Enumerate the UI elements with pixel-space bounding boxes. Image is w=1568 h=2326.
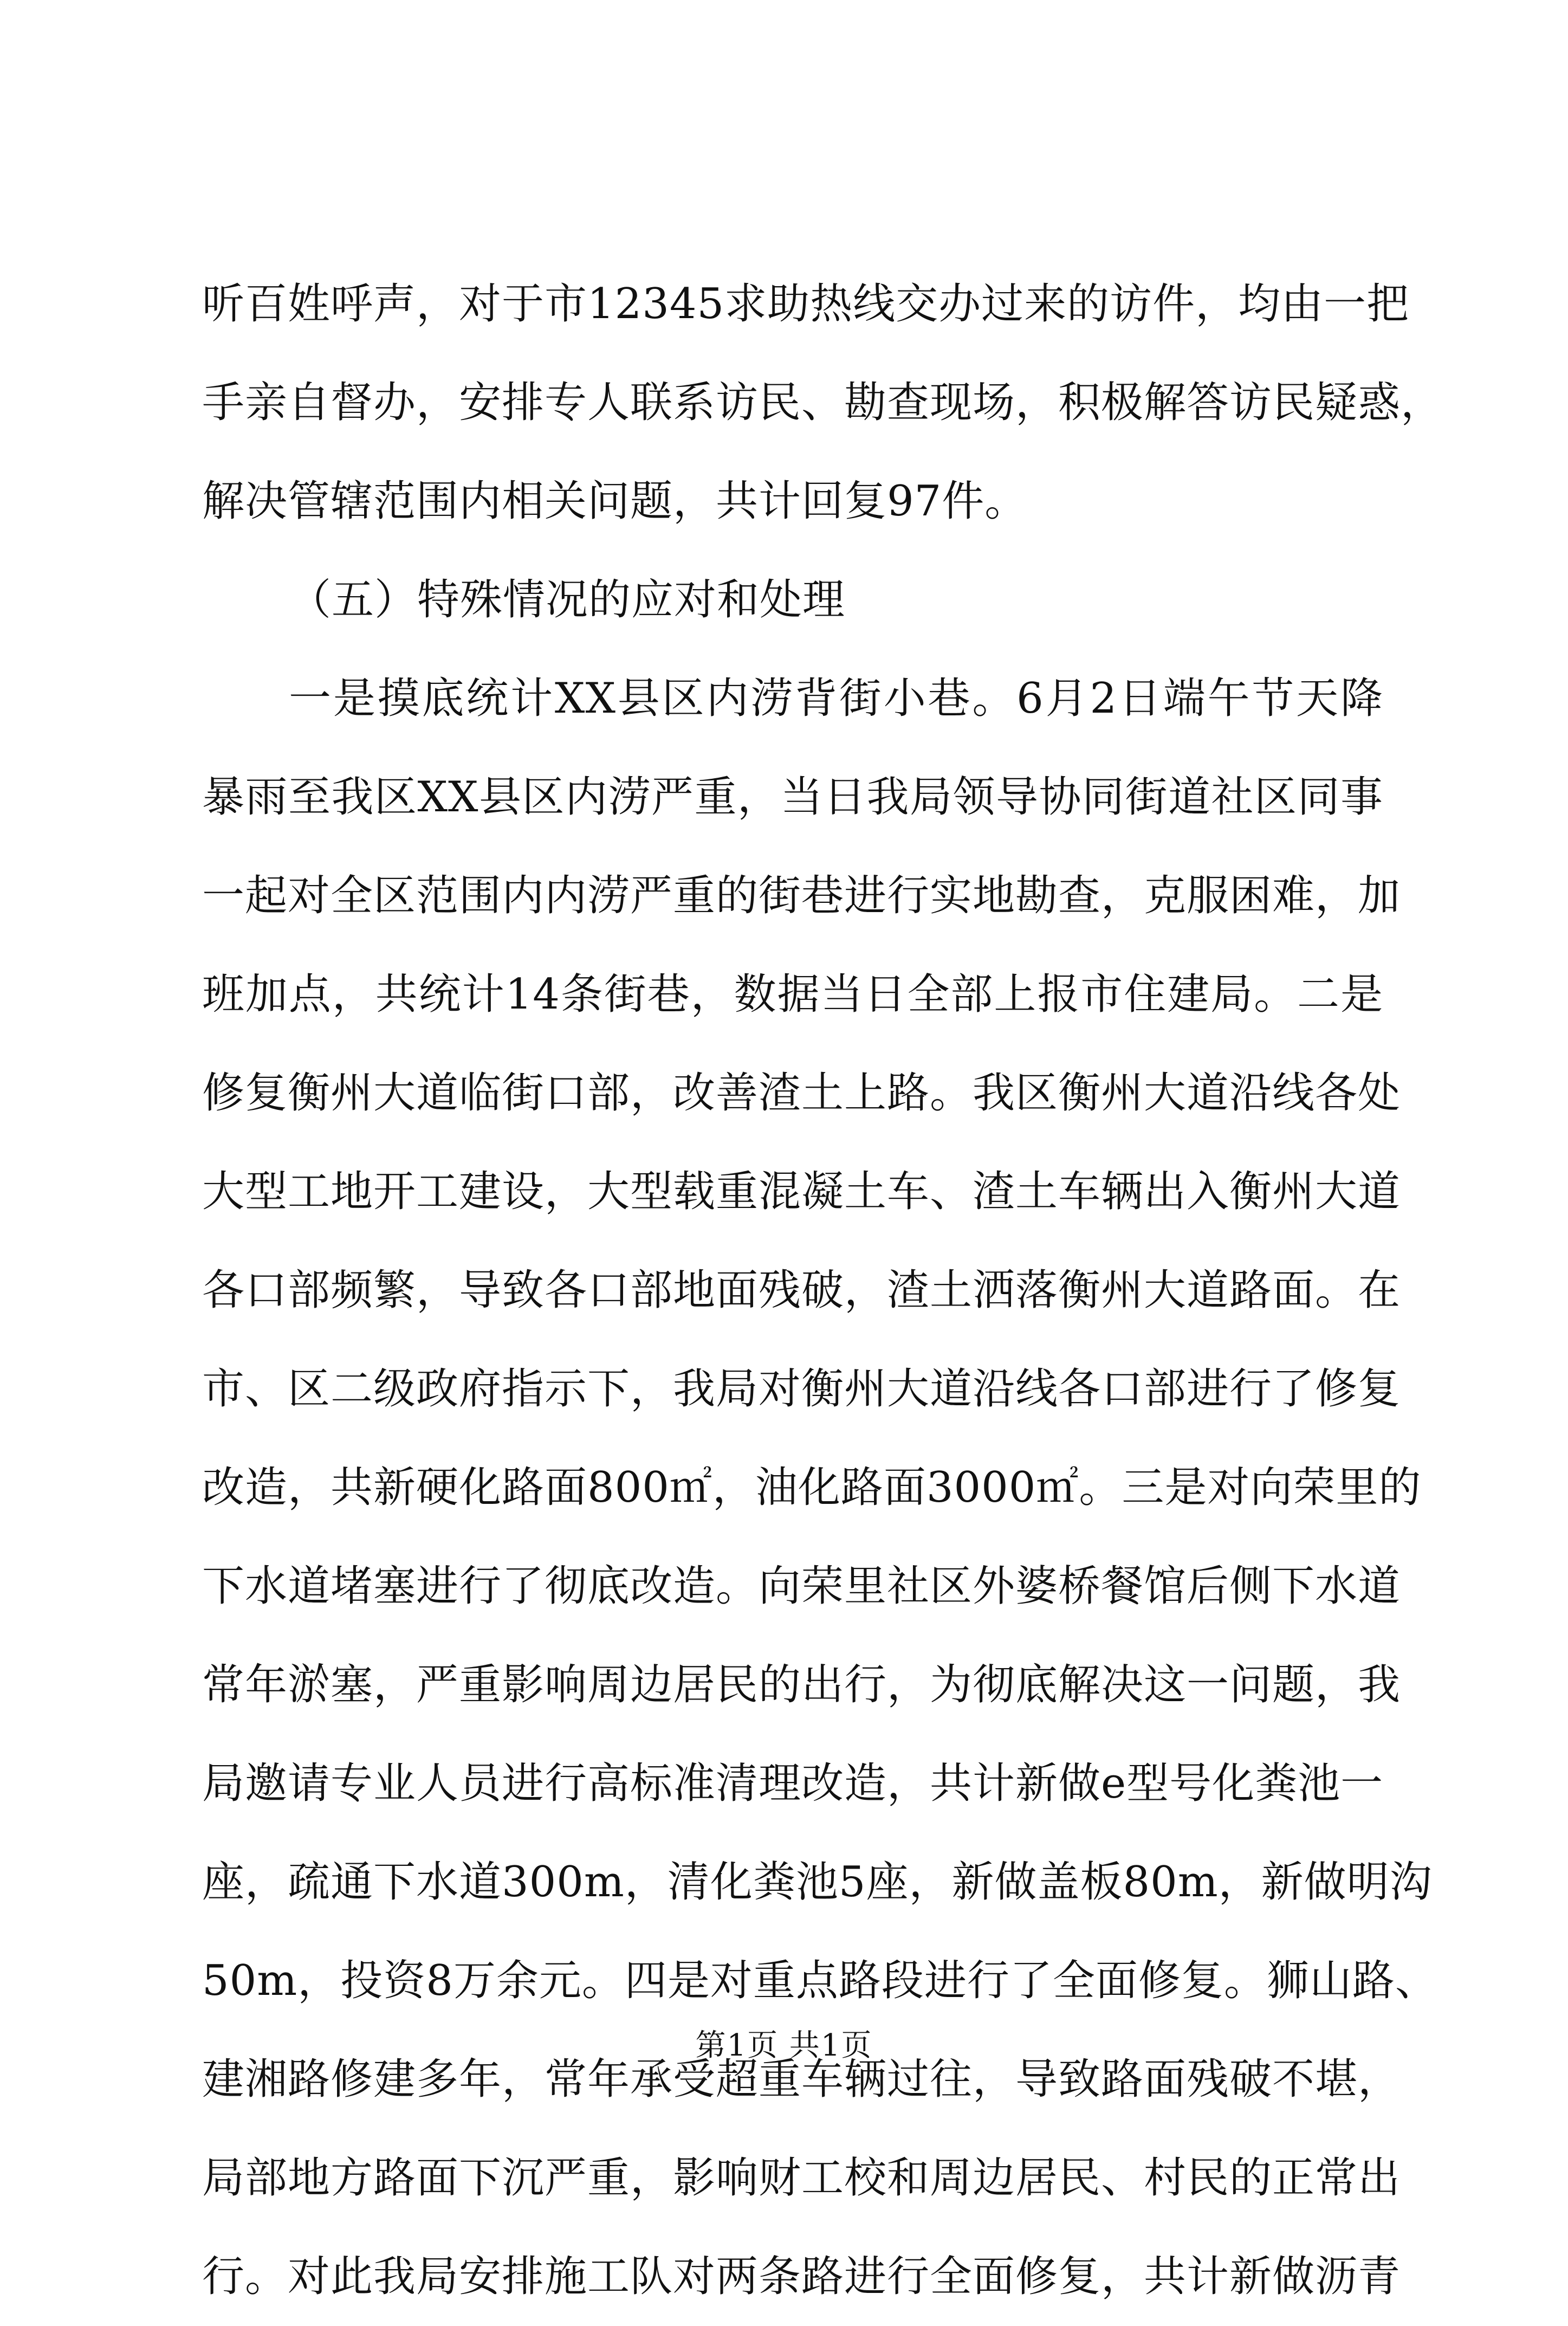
text-line: 下水道堵塞进行了彻底改造。向荣里社区外婆桥餐馆后侧下水道 xyxy=(202,1562,1401,1611)
text-line: 改造，共新硬化路面800㎡，油化路面3000㎡。三是对向荣里的 xyxy=(202,1463,1422,1512)
text-line: 一起对全区范围内内涝严重的街巷进行实地勘查，克服困难，加 xyxy=(202,871,1401,920)
text-line: 常年淤塞，严重影响周边居民的出行，为彻底解决这一问题，我 xyxy=(202,1660,1401,1709)
text-line: 各口部频繁，导致各口部地面残破，渣土洒落衡州大道路面。在 xyxy=(202,1266,1401,1315)
text-line: 一是摸底统计XX县区内涝背街小巷。6月2日端午节天降 xyxy=(289,674,1383,723)
text-line: 局邀请专业人员进行高标准清理改造，共计新做e型号化粪池一 xyxy=(202,1759,1384,1808)
page-footer: 第1页 共1页 xyxy=(695,2028,873,2063)
text-line: 50m，投资8万余元。四是对重点路段进行了全面修复。狮山路、 xyxy=(202,1956,1438,2005)
text-line: 局部地方路面下沉严重，影响财工校和周边居民、村民的正常出 xyxy=(202,2154,1401,2202)
text-line: 解决管辖范围内相关问题，共计回复97件。 xyxy=(202,477,1028,526)
text-line: 听百姓呼声，对于市12345求助热线交办过来的访件，均由一把 xyxy=(202,280,1410,328)
text-line: 座，疏通下水道300m，清化粪池5座，新做盖板80m，新做明沟 xyxy=(202,1858,1433,1907)
text-line: 市、区二级政府指示下，我局对衡州大道沿线各口部进行了修复 xyxy=(202,1365,1401,1413)
text-line: 手亲自督办，安排专人联系访民、勘查现场，积极解答访民疑惑， xyxy=(202,378,1444,427)
text-line: 建湘路修建多年，常年承受超重车辆过往，导致路面残破不堪， xyxy=(202,2055,1401,2104)
text-line: 班加点，共统计14条街巷，数据当日全部上报市住建局。二是 xyxy=(202,970,1383,1019)
text-line: 修复衡州大道临街口部，改善渣土上路。我区衡州大道沿线各处 xyxy=(202,1069,1401,1117)
text-line: 大型工地开工建设，大型载重混凝土车、渣土车辆出入衡州大道 xyxy=(202,1167,1401,1216)
body-text xyxy=(202,255,1444,2326)
section-heading: （五）特殊情况的应对和处理 xyxy=(289,576,846,624)
text-line: 暴雨至我区XX县区内涝严重，当日我局领导协同街道社区同事 xyxy=(202,773,1383,822)
text-line: 行。对此我局安排施工队对两条路进行全面修复，共计新做沥青 xyxy=(202,2252,1401,2301)
